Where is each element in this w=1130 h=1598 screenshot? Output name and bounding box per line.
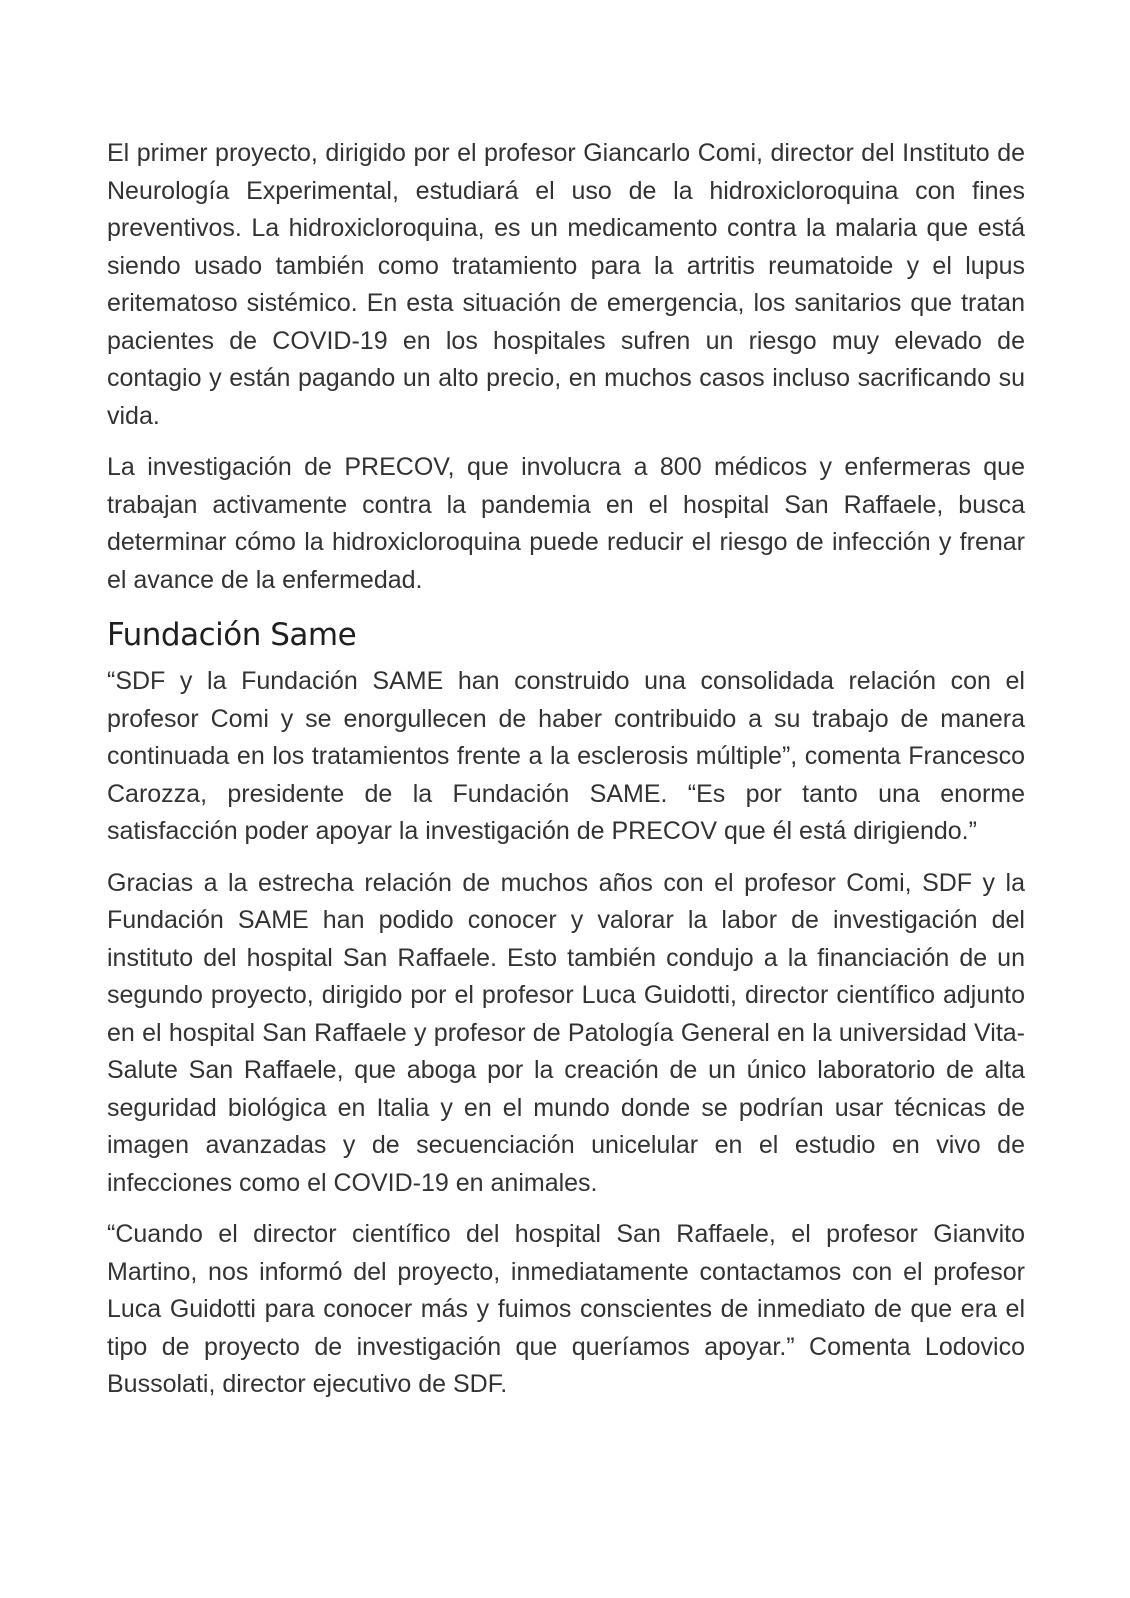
paragraph-bussolati-quote: “Cuando el director científico del hospital San Raffaele, el profesor Gianvito Martino, nos informó del proyecto, inmediatamente contactamos con el profesor Luca Guidotti para conocer más y fuimos conscientes de inmediato de que era el tipo de proyecto de investigación que queríamos apoyar.” Comenta Lodovico Bussolati, director ejecutivo de SDF. [107,1220,1025,1398]
document-page [107,135,1025,1404]
paragraph-carozza-quote: “SDF y la Fundación SAME han construido una consolidada relación con el profesor Comi y se enorgullecen de haber contribuido a su trabajo de manera continuada en los tratamientos frente a la esclerosis múltiple”, comenta Francesco Carozza, presidente de la Fundación SAME. “Es por tanto una enorme satisfacción poder apoyar la investigación de PRECOV que él está dirigiendo.” [107,667,1025,845]
paragraph-hydroxychloroquine-project: El primer proyecto, dirigido por el profesor Giancarlo Comi, director del Instituto de Neurología Experimental, estudiará el uso de la hidroxicloroquina con fines preventivos. La hidroxicloroquina, es un medicamento contra la malaria que está siendo usado también como tratamiento para la artritis reumatoide y el lupus eritematoso sistémico. En esta situación de emergencia, los sanitarios que tratan pacientes de COVID-19 en los hospitales sufren un riesgo muy elevado de contagio y están pagando un alto precio, en muchos casos incluso sacrificando su vida. [107,139,1025,430]
paragraph-precov-research: La investigación de PRECOV, que involucra a 800 médicos y enfermeras que trabajan activamente contra la pandemia en el hospital San Raffaele, busca determinar cómo la hidroxicloroquina puede reducir el riesgo de infección y frenar el avance de la enfermedad. [107,453,1025,594]
section-heading: Fundación Same [107,617,357,653]
paragraph-guidotti-project: Gracias a la estrecha relación de muchos años con el profesor Comi, SDF y la Fundación SAME han podido conocer y valorar la labor de investigación del instituto del hospital San Raffaele. Esto también condujo a la financiación de un segundo proyecto, dirigido por el profesor Luca Guidotti, director científico adjunto en el hospital San Raffaele y profesor de Patología General en la universidad Vita-Salute San Raffaele, que aboga por la creación de un único laboratorio de alta seguridad biológica en Italia y en el mundo donde se podrían usar técnicas de imagen avanzadas y de secuenciación unicelular en el estudio en vivo de infecciones como el COVID-19 en animales. [107,868,1025,1197]
